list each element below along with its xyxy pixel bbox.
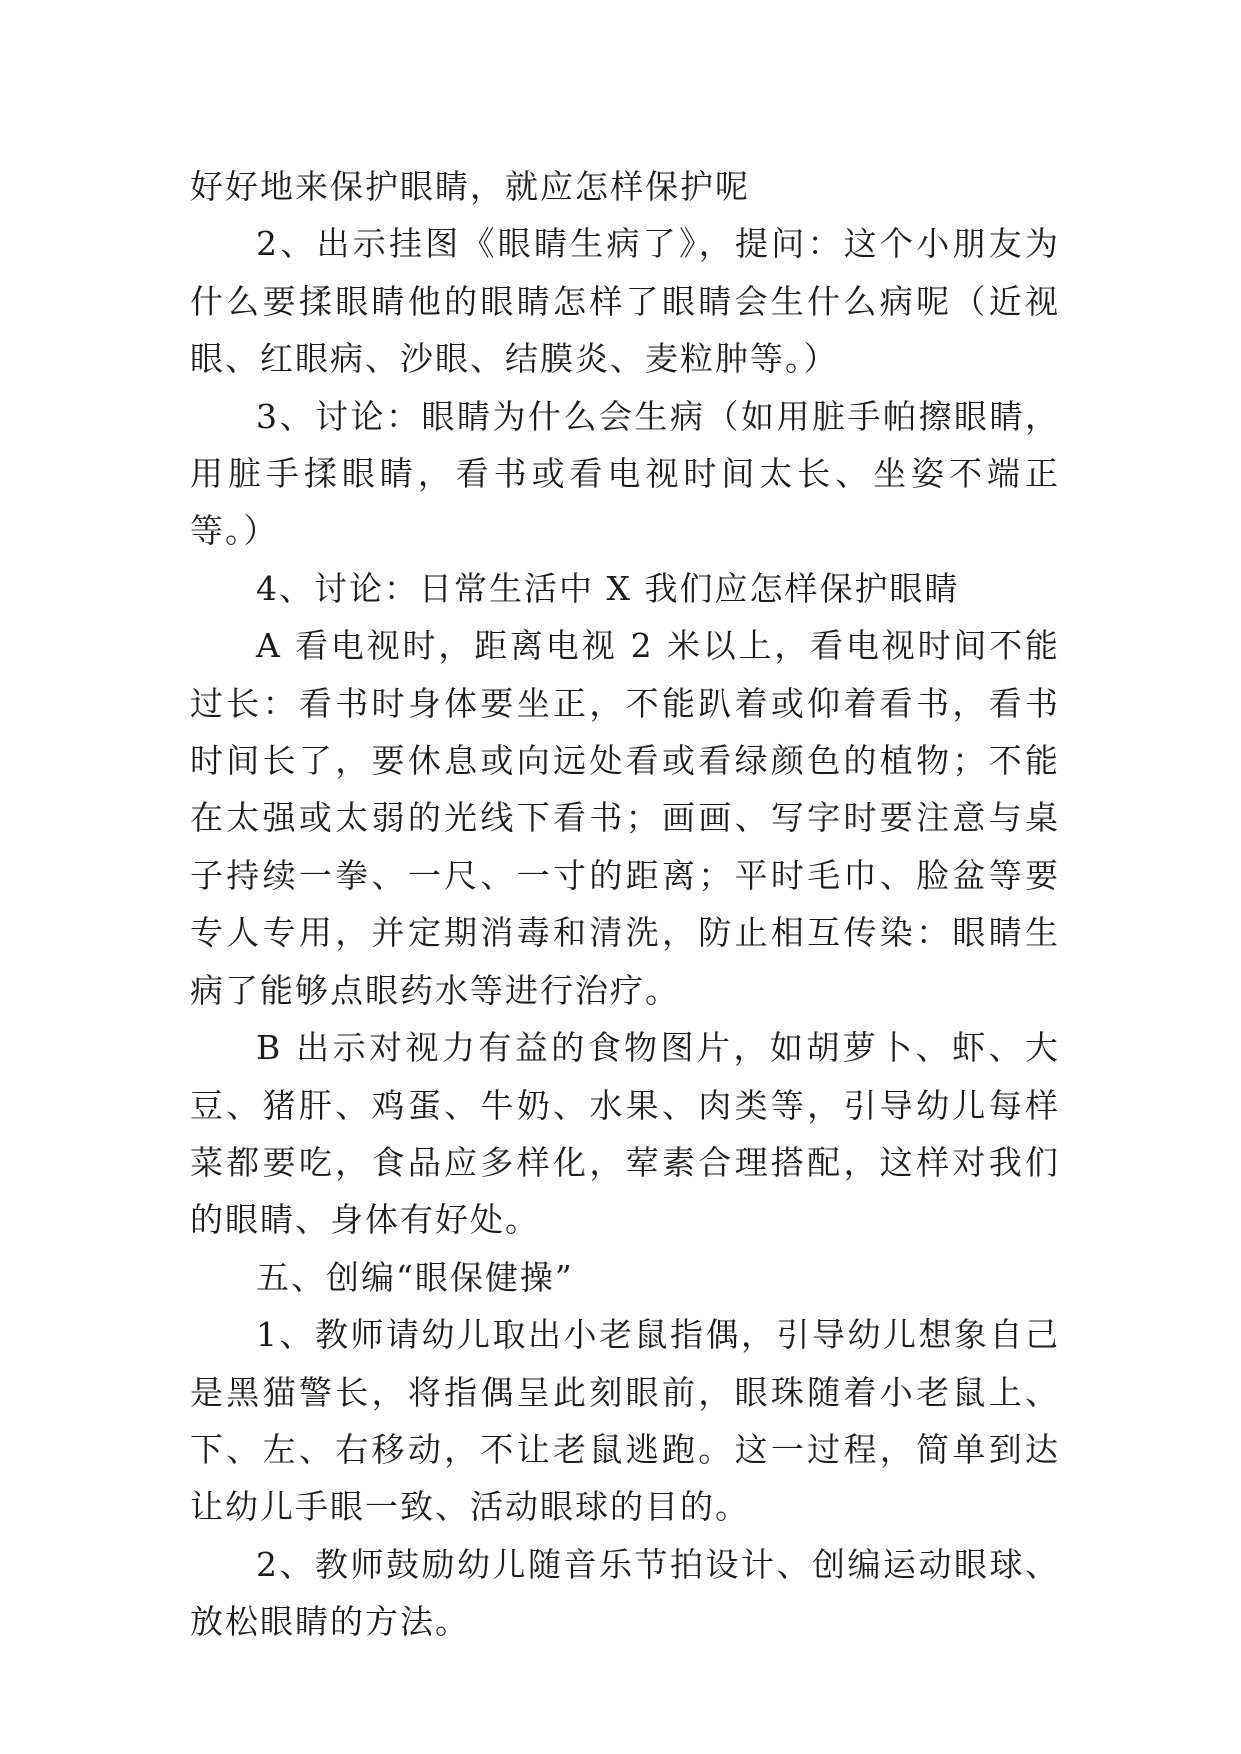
paragraph-4: 4、讨论：日常生活中 X 我们应怎样保护眼睛	[256, 568, 960, 608]
paragraph-6: B 出示对视力有益的食物图片，如胡萝卜、虾、大豆、猪肝、鸡蛋、牛奶、水果、肉类等，引导幼儿每样菜都要吃，食品应多样化，荤素合理搭配，这样对我们的眼睛、身体有好处。	[190, 1028, 1060, 1240]
document-body	[190, 158, 1060, 1651]
paragraph-8: 2、教师鼓励幼儿随音乐节拍设计、创编运动眼球、放松眼睛的方法。	[190, 1544, 1060, 1642]
paragraph-5: A 看电视时，距离电视 2 米以上，看电视时间不能过长：看书时身体要坐正，不能趴着或仰着看书，看书时间长了，要休息或向远处看或看绿颜色的植物；不能在太强或太弱的光线下看书；画画、写字时要注意与桌子持续一拳、一尺、一寸的距离；平时毛巾、脸盆等要专人专用，并定期消毒和清洗，防止相互传染：眼睛生病了能够点眼药水等进行治疗。	[190, 626, 1060, 1010]
section-heading: 五、创编“眼保健操”	[256, 1257, 574, 1297]
paragraph-3: 3、讨论：眼睛为什么会生病（如用脏手帕擦眼睛，用脏手揉眼睛，看书或看电视时间太长、坐姿不端正等。）	[190, 396, 1060, 551]
paragraph-1: 好好地来保护眼睛，就应怎样保护呢	[190, 167, 750, 206]
paragraph-2: 2、出示挂图《眼睛生病了》，提问：这个小朋友为什么要揉眼睛他的眼睛怎样了眼睛会生什么病呢（近视眼、红眼病、沙眼、结膜炎、麦粒肿等。）	[190, 224, 1060, 379]
paragraph-7: 1、教师请幼儿取出小老鼠指偶，引导幼儿想象自己是黑猫警长，将指偶呈此刻眼前，眼珠随着小老鼠上、下、左、右移动，不让老鼠逃跑。这一过程，简单到达让幼儿手眼一致、活动眼球的目的。	[190, 1315, 1060, 1527]
